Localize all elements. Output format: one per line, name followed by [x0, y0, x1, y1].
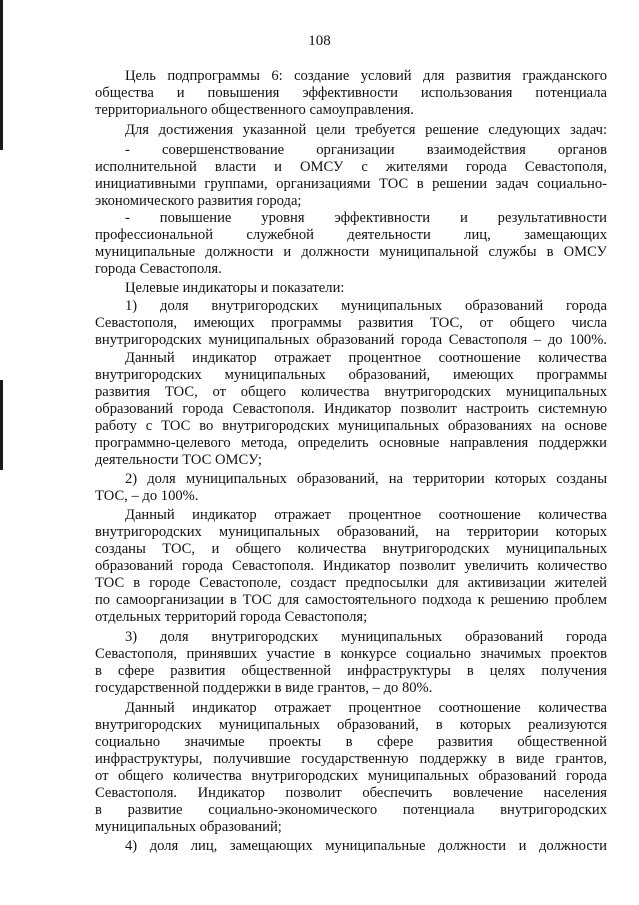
text-line: от общего количества внутригородских муниципальных образований города [95, 768, 607, 784]
text-line: внутригородских муниципальных образований города Севастополя – до 100%. [95, 332, 607, 348]
text-line: - совершенствование организации взаимодействия органов [125, 142, 607, 158]
text-line: муниципальных образований; [95, 819, 282, 835]
text-line: отдельных территорий города Севастополя; [95, 609, 368, 625]
text-line: 1) доля внутригородских муниципальных образований города [125, 298, 607, 314]
text-line: исполнительной власти и ОМСУ с жителями города Севастополя, [95, 159, 607, 175]
text-line: в сфере развития общественной инфраструктуры в целях получения [95, 663, 607, 679]
scan-edge-mark [0, 0, 3, 150]
text-line: Данный индикатор отражает процентное соотношение количества [125, 507, 607, 523]
text-line: Данный индикатор отражает процентное соотношение количества [125, 700, 607, 716]
text-line: в развитие социально-экономического потенциала внутригородских [95, 802, 607, 818]
text-line: Целевые индикаторы и показатели: [125, 280, 345, 296]
text-line: социально значимые проекты в сфере развития общественной [95, 734, 607, 750]
text-line: профессиональной служебной деятельности лиц, замещающих [95, 227, 607, 243]
text-line: работу с ТОС во внутригородских муниципальных образованиях на основе [95, 418, 607, 434]
text-line: инфраструктуры, получившие государственную поддержку в виде грантов, [95, 751, 607, 767]
text-line: ТОС в городе Севастополе, создаст предпосылки для активизации жителей [95, 575, 607, 591]
text-line: по самоорганизации в ТОС для самостоятельного подхода к решению проблем [95, 592, 607, 608]
text-line: внутригородских муниципальных образований, на территории которых [95, 524, 607, 540]
text-line: муниципальные должности и должности муниципальной службы в ОМСУ [95, 244, 607, 260]
text-line: Для достижения указанной цели требуется решение следующих задач: [125, 122, 607, 138]
text-line: Данный индикатор отражает процентное соотношение количества [125, 350, 607, 366]
text-line: Севастополя. Индикатор позволит обеспечить вовлечение населения [95, 785, 607, 801]
text-line: созданы ТОС, и общего количества внутригородских муниципальных [95, 541, 607, 557]
text-line: образований города Севастополя. Индикатор позволит увеличить количество [95, 558, 607, 574]
text-line: - повышение уровня эффективности и результативности [125, 210, 607, 226]
text-line: 4) доля лиц, замещающих муниципальные должности и должности [125, 838, 607, 854]
text-line: ТОС, – до 100%. [95, 488, 199, 504]
text-line: деятельности ТОС ОМСУ; [95, 452, 262, 468]
text-line: государственной поддержки в виде грантов, – до 80%. [95, 680, 433, 696]
text-line: Севастополя, имеющих программы развития ТОС, от общего числа [95, 315, 607, 331]
text-line: программно-целевого метода, определить основные направления поддержки [95, 435, 607, 451]
text-line: развития ТОС, от общего количества внутригородских муниципальных [95, 384, 607, 400]
text-line: Цель подпрограммы 6: создание условий для развития гражданского [125, 68, 607, 84]
text-line: образований города Севастополя. Индикатор позволит настроить системную [95, 401, 607, 417]
text-line: общества и повышения эффективности использования потенциала [95, 85, 607, 101]
text-line: 2) доля муниципальных образований, на территории которых созданы [125, 471, 607, 487]
scan-edge-mark [0, 380, 3, 470]
text-line: города Севастополя. [95, 261, 222, 277]
text-line: территориального общественного самоуправления. [95, 102, 414, 118]
text-line: экономического развития города; [95, 193, 302, 209]
text-line: внутригородских муниципальных образований, в которых реализуются [95, 717, 607, 733]
text-line: внутригородских муниципальных образований, имеющих программы [95, 367, 607, 383]
page-number: 108 [308, 33, 331, 49]
text-line: 3) доля внутригородских муниципальных образований города [125, 629, 607, 645]
text-line: инициативными группами, организациями ТОС в решении задач социально- [95, 176, 607, 192]
text-line: Севастополя, принявших участие в конкурсе социально значимых проектов [95, 646, 607, 662]
